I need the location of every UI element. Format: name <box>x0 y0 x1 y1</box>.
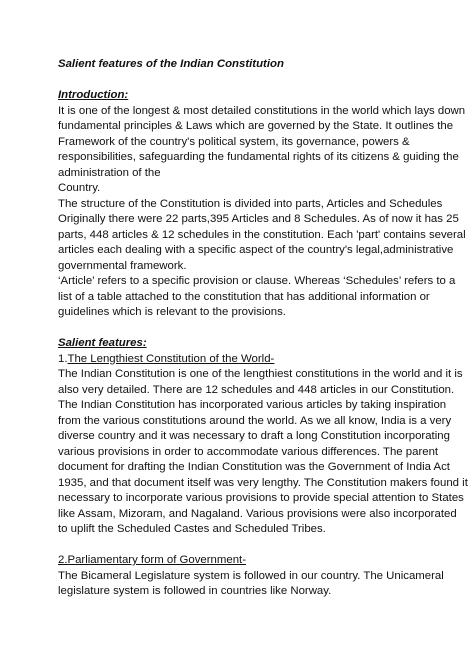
introduction-paragraph-1: It is one of the longest & most detailed constitutions in the world which lays down fundamental principles & Laws which are governed by the State. It outlines the Framework of the country's political system, its governance, powers & responsibilities, safeguarding the fundamental rights of its citizens & guiding the administration of the <box>58 104 466 179</box>
introduction-paragraph-3: ‘Article’ refers to a specific provision or clause. Whereas ‘Schedules’ refers to a list of a table attached to the constitution that has additional information or guidelines which is relevant to the provisions. <box>58 275 456 318</box>
spacer <box>58 321 468 337</box>
introduction-paragraph-2: The structure of the Constitution is divided into parts, Articles and Schedules Originally there were 22 parts,395 Articles and 8 Schedules. As of now it has 25 parts, 448 articles & 12 schedules in the constitution. Each 'part' contains several articles each dealing with a specific aspect of the country's legal,administrative governmental framework. <box>58 197 466 272</box>
feature-1-title: The Lengthiest Constitution of the World- <box>67 352 275 365</box>
document-content <box>58 57 468 600</box>
feature-2-title: Parliamentary form of Government- <box>67 554 247 566</box>
feature-2-heading <box>58 553 468 569</box>
document-title: Salient features of the Indian Constitution <box>58 58 284 70</box>
feature-2-body: The Bicameral Legislature system is followed in our country. The Unicameral legislature system is followed in countries like Norway. <box>58 569 444 597</box>
salient-features-heading: Salient features: <box>58 337 147 349</box>
spacer <box>58 73 468 89</box>
spacer <box>58 538 468 554</box>
introduction-heading: Introduction: <box>58 89 129 101</box>
feature-1-heading <box>58 352 468 368</box>
feature-2-number: 2. <box>58 554 68 566</box>
introduction-paragraph-1-end: Country. <box>58 182 101 194</box>
feature-1-number: 1. <box>58 352 68 365</box>
feature-1-body: The Indian Constitution is one of the lengthiest constitutions in the world and it is also very detailed. There are 12 schedules and 448 articles in our Constitution. The Indian Constitution has incorporated various articles by taking inspiration from the various constitutions around the world. As we all know, India is a very diverse country and it was necessary to draft a long Constitution incorporating various provisions in order to accommodate various differences. The parent document for drafting the Indian Constitution was the Government of India Act 1935, and that document itself was very lengthy. The Constitution makers found it necessary to incorporate various provisions to provide special attention to States like Assam, Mizoram, and Nagaland. Various provisions were also incorporated to uplift the Scheduled Castes and Scheduled Tribes. <box>58 368 468 535</box>
